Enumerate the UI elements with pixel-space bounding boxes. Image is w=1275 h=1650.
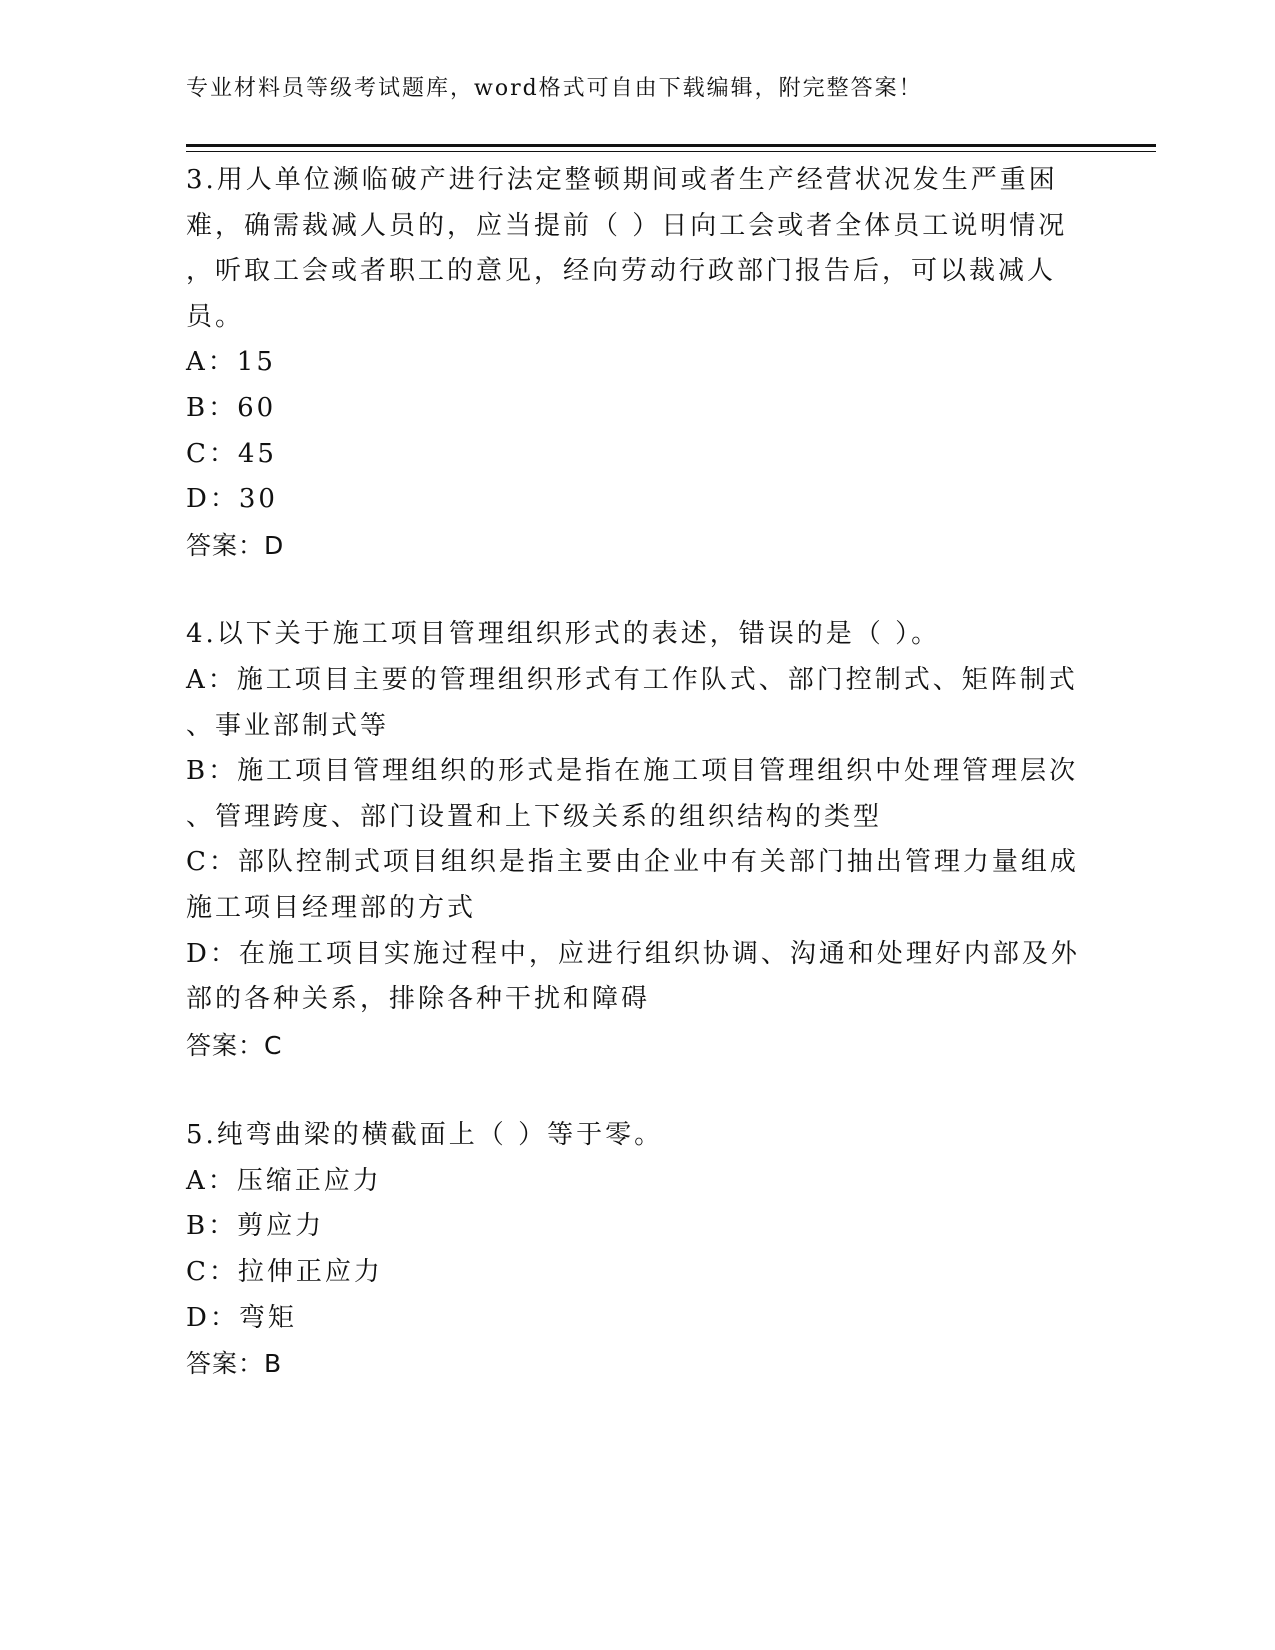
option-b: B：60 <box>186 392 277 423</box>
option-d: D：在施工项目实施过程中，应进行组织协调、沟通和处理好内部及外 <box>186 938 1080 969</box>
page-header: 专业材料员等级考试题库，word格式可自由下载编辑，附完整答案！ <box>186 76 923 101</box>
question-spacer <box>186 1068 1086 1113</box>
question-block <box>186 158 1086 568</box>
option-c-continued: 施工项目经理部的方式 <box>186 892 477 923</box>
answer-line: 答案：C <box>186 1030 283 1060</box>
question-block <box>186 612 1086 1068</box>
question-text-line: 3.用人单位濒临破产进行法定整顿期间或者生产经营状况发生严重困 <box>186 165 1058 195</box>
header-rule-thin <box>186 151 1156 152</box>
option-b: B：剪应力 <box>186 1211 325 1242</box>
option-c: C：45 <box>186 438 277 469</box>
option-d-continued: 部的各种关系，排除各种干扰和障碍 <box>186 984 651 1015</box>
question-text-line: ，听取工会或者职工的意见，经向劳动行政部门报告后，可以裁减人 <box>186 256 1057 287</box>
option-c: C：拉伸正应力 <box>186 1257 383 1288</box>
option-a: A：压缩正应力 <box>186 1165 382 1196</box>
option-a-continued: 、事业部制式等 <box>186 710 390 741</box>
question-list <box>186 158 1086 1387</box>
question-text-line: 员。 <box>186 301 245 332</box>
question-text-line: 5.纯弯曲梁的横截面上（ ）等于零。 <box>186 1120 664 1151</box>
option-c: C：部队控制式项目组织是指主要由企业中有关部门抽出管理力量组成 <box>186 847 1079 878</box>
header-rule-thick <box>186 144 1156 147</box>
question-block <box>186 1113 1086 1387</box>
question-spacer <box>186 568 1086 612</box>
option-b: B：施工项目管理组织的形式是指在施工项目管理组织中处理管理层次 <box>186 756 1079 787</box>
option-d: D：弯矩 <box>186 1302 297 1333</box>
option-a: A：15 <box>186 347 276 378</box>
option-d: D：30 <box>186 484 278 515</box>
answer-line: 答案：D <box>186 530 285 560</box>
option-a: A：施工项目主要的管理组织形式有工作队式、部门控制式、矩阵制式 <box>186 664 1078 695</box>
question-text-line: 难，确需裁减人员的，应当提前（ ）日向工会或者全体员工说明情况 <box>186 210 1068 241</box>
answer-line: 答案：B <box>186 1349 283 1379</box>
option-b-continued: 、管理跨度、部门设置和上下级关系的组织结构的类型 <box>186 801 883 832</box>
question-text-line: 4.以下关于施工项目管理组织形式的表述，错误的是（ ）。 <box>186 619 941 650</box>
